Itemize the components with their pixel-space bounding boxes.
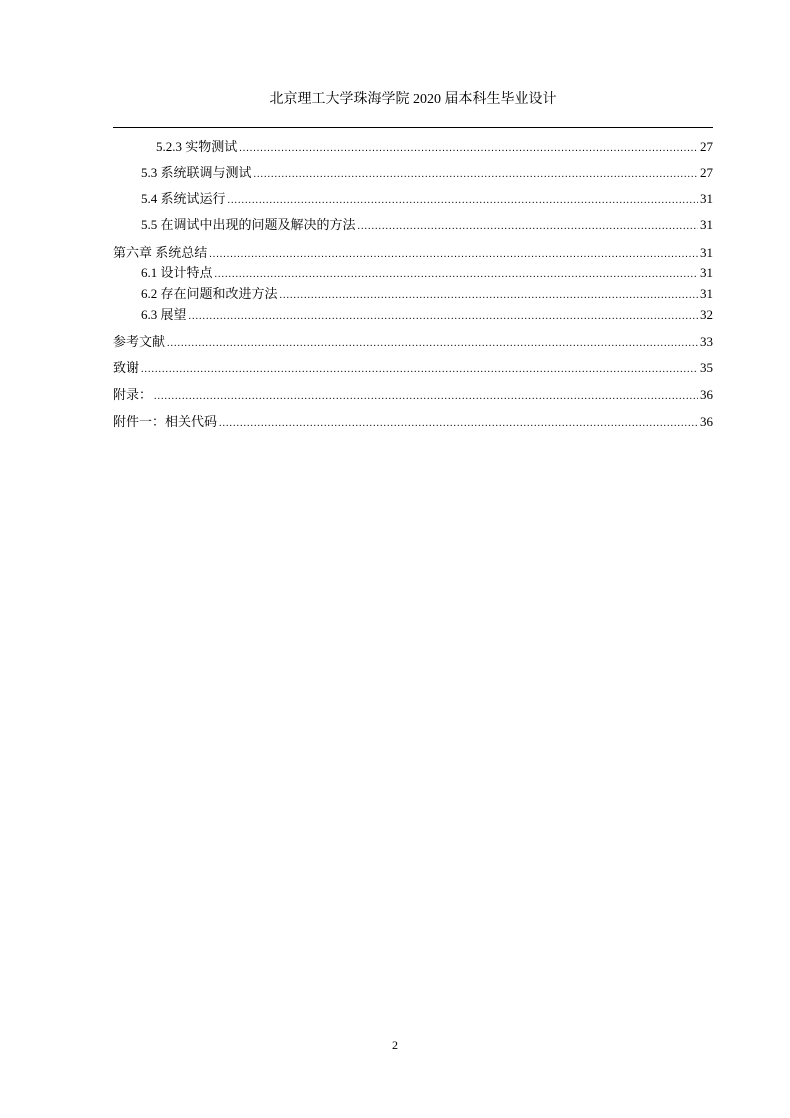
toc-dot-leader [280,287,698,305]
toc-dot-leader [254,166,698,184]
toc-entry-label: 5.4 系统试运行 [141,191,226,206]
toc-entry-page: 27 [700,139,713,154]
toc-entry-page: 36 [700,414,713,429]
toc-dot-leader [358,218,698,236]
toc-entry-label: 附件一：相关代码 [113,414,218,429]
toc-entry-attachment-1[interactable] [113,413,713,431]
toc-entry-6-3[interactable] [113,306,713,324]
toc-dot-leader [167,335,698,353]
toc-entry-label: 5.3 系统联调与测试 [141,165,252,180]
toc-dot-leader [219,415,698,433]
toc-entry-references[interactable] [113,333,713,351]
toc-entry-label: 致谢 [113,360,140,375]
toc-entry-5-5[interactable] [113,216,713,234]
toc-entry-page: 33 [700,334,713,349]
toc-entry-page: 36 [700,387,713,402]
toc-entry-5-2-3[interactable] [113,138,713,156]
page-header-title: 北京理工大学珠海学院 2020 届本科生毕业设计 [269,92,557,107]
toc-dot-leader [228,192,698,210]
toc-entry-5-3[interactable] [113,164,713,182]
toc-dot-leader [189,308,698,326]
toc-entry-6-2[interactable] [113,285,713,303]
header-divider [113,127,713,128]
toc-entry-page: 35 [700,360,713,375]
toc-entry-label: 参考文献 [113,334,166,349]
toc-entry-appendix[interactable] [113,386,713,404]
toc-entry-page: 31 [700,191,713,206]
toc-entry-label: 第六章 系统总结 [113,245,208,260]
toc-entry-label: 6.2 存在问题和改进方法 [141,286,278,301]
toc-entry-5-4[interactable] [113,190,713,208]
toc-entry-label: 附录： [113,387,153,402]
toc-entry-page: 31 [700,265,713,280]
toc-dot-leader [239,140,698,158]
toc-entry-page: 27 [700,165,713,180]
toc-entry-label: 5.5 在调试中出现的问题及解决的方法 [141,217,356,232]
toc-entry-chapter-6[interactable] [113,244,713,262]
toc-dot-leader [154,388,698,406]
toc-entry-label: 6.1 设计特点 [141,265,213,280]
toc-entry-page: 32 [700,307,713,322]
toc-dot-leader [209,246,698,264]
toc-entry-page: 31 [700,286,713,301]
toc-dot-leader [215,266,698,284]
toc-dot-leader [141,361,698,379]
toc-entry-6-1[interactable] [113,264,713,282]
page-number: 2 [392,1038,398,1052]
toc-entry-label: 6.3 展望 [141,307,187,322]
toc-entry-page: 31 [700,245,713,260]
toc-entry-acknowledgements[interactable] [113,359,713,377]
toc-entry-page: 31 [700,217,713,232]
toc-entry-label: 5.2.3 实物测试 [156,139,238,154]
